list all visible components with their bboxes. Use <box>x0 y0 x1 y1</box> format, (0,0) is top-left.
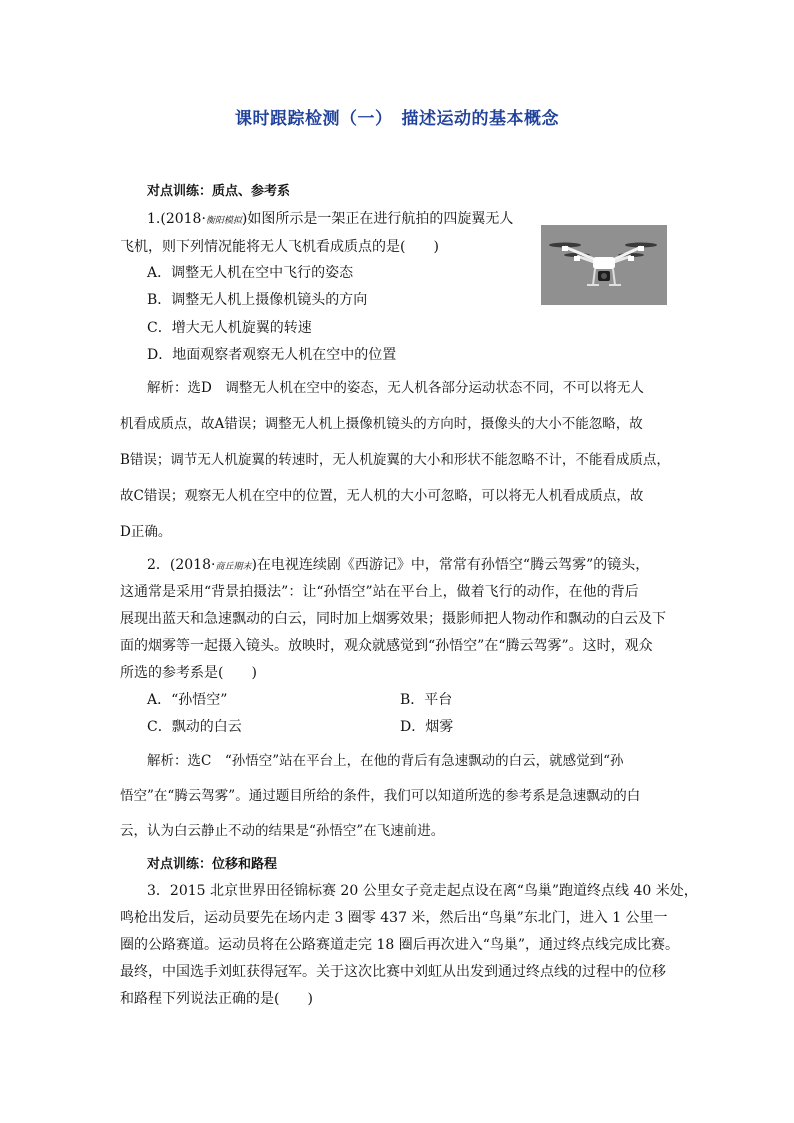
a2-line-1: 解析：选C “孙悟空”站在平台上，在他的背后有急速飘动的白云，就感觉到“孙 <box>147 753 624 769</box>
a1-line-3: B错误；调节无人机旋翼的转速时，无人机旋翼的大小和形状不能忽略不计，不能看成质点， <box>120 452 670 468</box>
q1-option-d: D．地面观察者观察无人机在空中的位置 <box>147 347 397 363</box>
q2-option-a: A．“孙悟空” <box>147 692 228 708</box>
a1-line-2: 机看成质点，故A错误；调整无人机上摄像机镜头的方向时，摄像头的大小不能忽略，故 <box>120 416 643 432</box>
q1-option-a: A．调整无人机在空中飞行的姿态 <box>147 265 354 281</box>
q2-number: 2．(2018· <box>147 557 216 573</box>
drone-icon <box>541 225 667 305</box>
a1-line-1: 解析：选D 调整无人机在空中的姿态，无人机各部分运动状态不同，不可以将无人 <box>147 380 644 396</box>
q2-line-1 <box>147 554 649 574</box>
q1-number: 1.(2018· <box>147 211 206 227</box>
q2-option-c: C．飘动的白云 <box>147 719 242 735</box>
q1-line-1 <box>147 208 513 228</box>
q2-option-d: D．烟雾 <box>400 719 454 735</box>
q1-line-2: 飞机，则下列情况能将无人飞机看成质点的是( ) <box>120 239 439 255</box>
a2-line-3: 云，认为白云静止不动的结果是“孙悟空”在飞速前进。 <box>120 823 445 839</box>
page-title: 课时跟踪检测（一） 描述运动的基本概念 <box>235 109 559 129</box>
q2-line-3: 展现出蓝天和急速飘动的白云，同时加上烟雾效果；摄影师把人物动作和飘动的白云及下 <box>120 611 666 627</box>
q1-stem: )如图所示是一架正在进行航拍的四旋翼无人 <box>241 211 514 227</box>
q2-option-b: B．平台 <box>400 692 453 708</box>
q3-line-5: 和路程下列说法正确的是( ) <box>120 991 313 1007</box>
q3-line-2: 鸣枪出发后，运动员要先在场内走 3 圈零 437 米，然后出“鸟巢”东北门，进入 1 公里一 <box>120 910 668 926</box>
q2-line-2: 这通常是采用“背景拍摄法”：让“孙悟空”站在平台上，做着飞行的动作，在他的背后 <box>120 584 639 600</box>
q2-line-5: 所选的参考系是( ) <box>120 665 257 681</box>
q1-source: 衡阳模拟 <box>205 216 242 226</box>
q3-line-1: 3．2015 北京世界田径锦标赛 20 公里女子竞走起点设在离“鸟巢”跑道终点线 40 米处， <box>147 883 698 899</box>
q3-line-3: 圈的公路赛道。运动员将在公路赛道走完 18 圈后再次进入“鸟巢”，通过终点线完成比赛。 <box>120 937 680 953</box>
q2-line-4: 面的烟雾等一起摄入镜头。放映时，观众就感觉到“孙悟空”在“腾云驾雾”。这时，观众 <box>120 638 653 654</box>
a2-line-2: 悟空”在“腾云驾雾”。通过题目所给的条件，我们可以知道所选的参考系是急速飘动的白 <box>120 788 641 804</box>
drone-photo <box>541 225 667 305</box>
section-heading-1: 对点训练：质点、参考系 <box>147 184 291 199</box>
q1-option-b: B．调整无人机上摄像机镜头的方向 <box>147 292 368 308</box>
q3-line-4: 最终，中国选手刘虹获得冠军。关于这次比赛中刘虹从出发到通过终点线的过程中的位移 <box>120 964 666 980</box>
a1-line-4: 故C错误；观察无人机在空中的位置，无人机的大小可忽略，可以将无人机看成质点，故 <box>120 488 644 504</box>
q2-stem: )在电视连续剧《西游记》中，常常有孙悟空“腾云驾雾”的镜头， <box>251 557 650 573</box>
q2-source: 商丘期末 <box>215 562 252 572</box>
a1-line-5: D正确。 <box>120 524 172 540</box>
section-heading-2: 对点训练：位移和路程 <box>147 857 278 872</box>
q1-option-c: C．增大无人机旋翼的转速 <box>147 320 312 336</box>
